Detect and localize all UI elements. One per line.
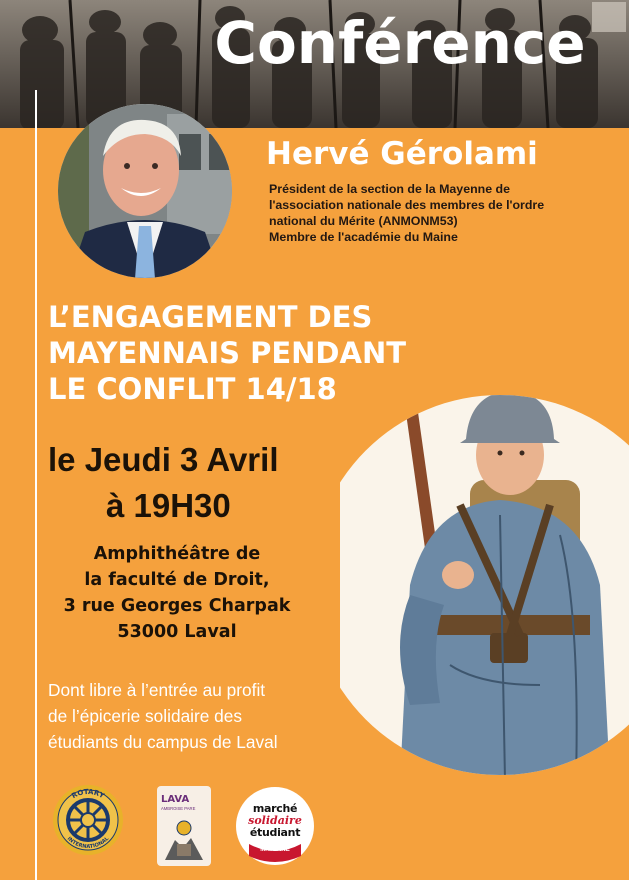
speaker-portrait [49,104,242,279]
marche-line1: marché [252,802,298,815]
speaker-role-line: l'association nationale des membres de l'ordre [269,198,545,212]
event-datetime [48,437,278,529]
admission-note [48,677,348,755]
speaker-role-line: Membre de l'académie du Maine [269,230,458,244]
marche-line2: solidaire [248,814,302,827]
note-line: étudiants du campus de Laval [48,732,278,752]
lava-subtitle: AMBROISE PARE [161,806,196,811]
soldier-illustration-image [340,385,629,780]
speaker-role [269,181,614,245]
topic-line: L’ENGAGEMENT DES [48,300,373,334]
topic-line: MAYENNAIS PENDANT [48,336,406,370]
lava-title: LAVA [161,794,190,805]
speaker-portrait-image [49,104,242,279]
note-line: Dont libre à l’entrée au profit [48,680,266,700]
note-line: de l’épicerie solidaire des [48,706,243,726]
marche-solidaire-logo [235,786,315,866]
vertical-rule [35,90,37,880]
speaker-role-line: Président de la section de la Mayenne de [269,182,511,196]
event-time: à 19H30 [106,487,231,524]
marche-line4: MAYENNE [260,847,290,853]
poilu-illustration [340,385,629,780]
topic-line: LE CONFLIT 14/18 [48,372,337,406]
event-date: le Jeudi 3 Avril [48,441,279,478]
rotary-wheel-icon [52,784,124,856]
event-venue [42,541,312,645]
speaker-name: Hervé Gérolami [266,136,538,172]
rotary-logo [52,784,124,856]
venue-line: 3 rue Georges Charpak [63,596,291,616]
partner-logos [0,780,629,880]
rotary-bottom-text: INTERNATIONAL [65,835,111,851]
rotary-top-text: ROTARY [70,787,106,801]
lava-emblem-icon [163,818,205,860]
lava-logo [157,786,211,866]
page-title: Conférence [214,9,586,77]
venue-line: Amphithéâtre de [93,544,261,564]
venue-line: 53000 Laval [117,622,237,642]
speaker-role-line: national du Mérite (ANMONM53) [269,214,458,228]
venue-line: la faculté de Droit, [84,570,270,590]
marche-line3: étudiant [249,826,301,839]
